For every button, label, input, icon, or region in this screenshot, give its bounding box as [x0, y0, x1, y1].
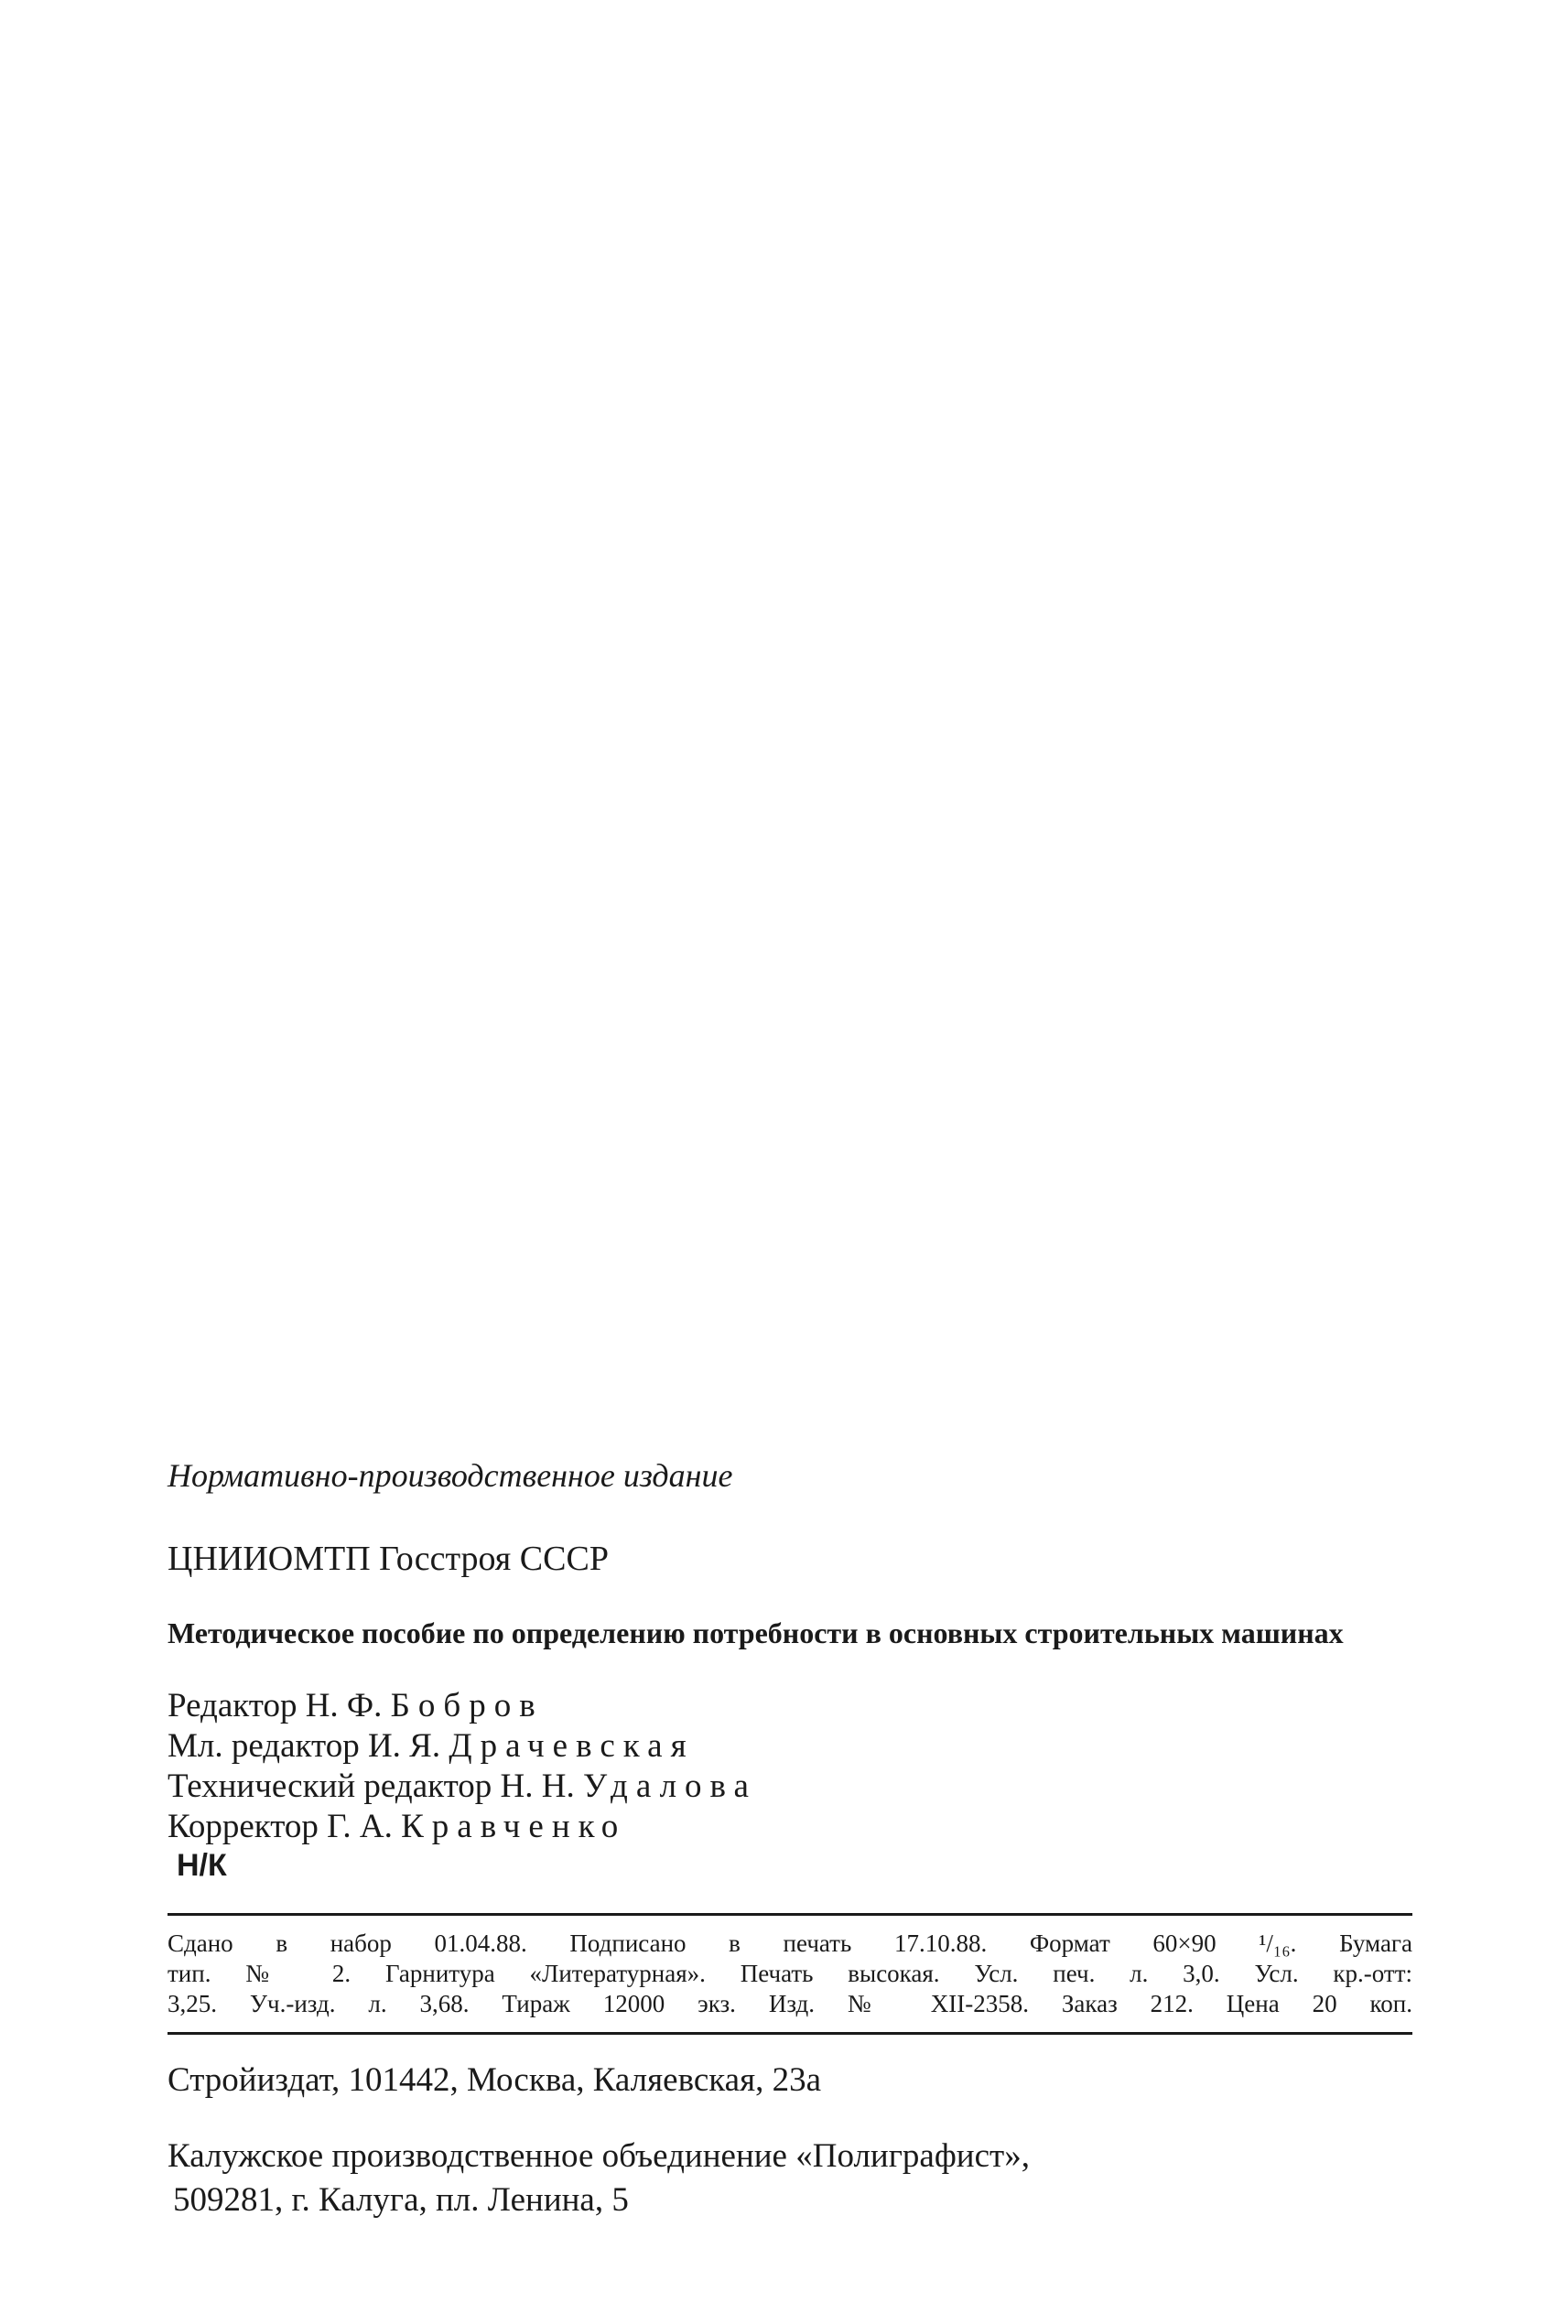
organization: ЦНИИОМТП Госстроя СССР — [168, 1540, 609, 1578]
imprint-line: тип. № 2. Гарнитура «Литературная». Печать высокая. Усл. печ. л. 3,0. Усл. кр.-отт: — [168, 1960, 1412, 1987]
edition-type: Нормативно-производственное издание — [168, 1457, 733, 1494]
divider-top — [168, 1913, 1412, 1916]
printer-line: Калужское производственное объединение «Полиграфист», — [168, 2137, 1030, 2175]
proofreader-role: Корректор Г. А. — [168, 1808, 393, 1845]
proofreader-name: Кравченко — [401, 1808, 627, 1845]
editor-line — [168, 1686, 1412, 1726]
junior-editor-name: Драчевская — [449, 1727, 695, 1765]
imprint-details — [168, 1929, 1412, 2019]
colophon-block — [168, 1455, 1412, 2222]
editorial-staff — [168, 1686, 1412, 1884]
technical-editor-role: Технический редактор Н. Н. — [168, 1767, 575, 1805]
printer-line: 509281, г. Калуга, пл. Ленина, 5 — [173, 2181, 629, 2219]
index-code: Н/К — [177, 1848, 227, 1883]
divider-bottom — [168, 2032, 1412, 2035]
editor-name: Бобров — [390, 1687, 544, 1724]
book-title: Методическое пособие по определению потребности в основных строительных машинах — [168, 1616, 1344, 1649]
printer-address — [168, 2135, 1412, 2222]
junior-editor-role: Мл. редактор И. Я. — [168, 1727, 441, 1765]
imprint-line: Сдано в набор 01.04.88. Подписано в печать 17.10.88. Формат 60×90 ¹/₁₆. Бумага — [168, 1929, 1412, 1957]
junior-editor-line — [168, 1726, 1412, 1767]
imprint-line: 3,25. Уч.-изд. л. 3,68. Тираж 12000 экз. Изд. № XII-2358. Заказ 212. Цена 20 коп. — [168, 1990, 1412, 2017]
proofreader-line — [168, 1807, 1412, 1847]
technical-editor-line — [168, 1767, 1412, 1807]
technical-editor-name: Удалова — [582, 1767, 757, 1805]
editor-role: Редактор Н. Ф. — [168, 1687, 383, 1724]
publisher-address: Стройиздат, 101442, Москва, Каляевская, 23а — [168, 2061, 822, 2099]
